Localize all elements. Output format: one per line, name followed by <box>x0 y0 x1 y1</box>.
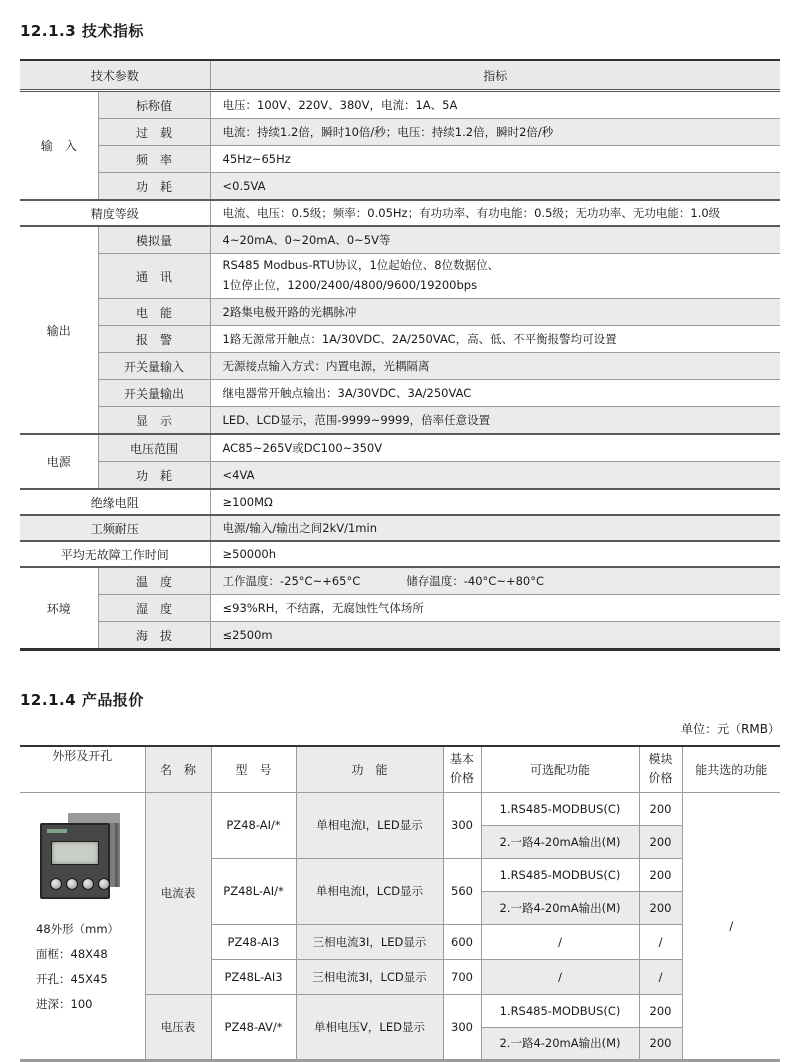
meter-lcd-screen <box>51 841 99 865</box>
spec-value: AC85~265V或DC100~350V <box>210 434 780 462</box>
spec-header-value: 指标 <box>210 60 780 91</box>
comm-line-2: 1位停止位，1200/2400/4800/9600/19200bps <box>222 278 478 292</box>
option-cell: / <box>481 959 639 994</box>
base-price-cell: 700 <box>443 959 481 994</box>
spec-label-mtbf: 平均无故障工作时间 <box>20 541 210 567</box>
spec-value: 1路无源常开触点：1A/30VDC、2A/250VAC，高、低、不平衡报警均可设置 <box>210 326 780 353</box>
option-cell: / <box>481 924 639 959</box>
model-cell: PZ48L-AI3 <box>211 959 296 994</box>
base-price-cell: 300 <box>443 994 481 1060</box>
group-cell-input: 输 入 <box>20 91 98 201</box>
spec-row-nominal <box>20 91 780 119</box>
price-header-row <box>20 746 780 792</box>
spec-label: 频 率 <box>98 146 210 173</box>
spec-label: 开关量输出 <box>98 380 210 407</box>
meter-front-panel <box>40 823 110 899</box>
spec-header-row <box>20 60 780 91</box>
module-price-cell: 200 <box>639 1027 682 1060</box>
spec-label: 通 讯 <box>98 254 210 299</box>
shape-info-line: 面框：48X48 <box>36 946 108 961</box>
spec-value: ≥100MΩ <box>210 489 780 515</box>
section-heading-pricing: 12.1.4 产品报价 <box>20 691 144 709</box>
option-cell: 1.RS485-MODBUS(C) <box>481 858 639 891</box>
base-price-line1: 基本 <box>449 752 474 767</box>
spec-row-analog <box>20 226 780 254</box>
model-cell: PZ48L-AI/* <box>211 858 296 924</box>
base-price-cell: 300 <box>443 792 481 858</box>
base-price-cell: 600 <box>443 924 481 959</box>
shared-functions-cell: / <box>682 792 780 1060</box>
col-header-shape: 外形及开孔 <box>20 746 145 792</box>
module-price-cell: 200 <box>639 858 682 891</box>
spec-row-display <box>20 407 780 435</box>
work-temperature: 工作温度：-25°C~+65°C <box>222 574 361 588</box>
spec-label: 功 耗 <box>98 462 210 490</box>
spec-row-voltage-range <box>20 434 780 462</box>
function-cell: 单相电流I，LCD显示 <box>296 858 443 924</box>
spec-value: 电流：持续1.2倍，瞬时10倍/秒；电压：持续1.2倍，瞬时2倍/秒 <box>210 119 780 146</box>
meter-brand-mark <box>47 829 67 833</box>
col-header-name: 名 称 <box>145 746 211 792</box>
spec-value: 无源接点输入方式：内置电源，光耦隔离 <box>210 353 780 380</box>
model-cell: PZ48-AI3 <box>211 924 296 959</box>
name-cell-current-meter: 电流表 <box>145 792 211 994</box>
spec-label: 过 载 <box>98 119 210 146</box>
shape-info <box>23 917 142 1017</box>
group-cell-power: 电源 <box>20 434 98 489</box>
col-header-base-price <box>443 746 481 792</box>
col-header-model: 型 号 <box>211 746 296 792</box>
spec-label: 温 度 <box>98 567 210 595</box>
section-heading-specs: 12.1.3 技术指标 <box>20 22 144 40</box>
col-header-optional: 可选配功能 <box>481 746 639 792</box>
group-cell-output: 输出 <box>20 226 98 434</box>
model-cell: PZ48-AI/* <box>211 792 296 858</box>
spec-row-altitude <box>20 622 780 650</box>
module-price-line2: 价格 <box>648 771 673 786</box>
spec-row-do <box>20 380 780 407</box>
option-cell: 1.RS485-MODBUS(C) <box>481 792 639 825</box>
spec-value: ≥50000h <box>210 541 780 567</box>
spec-header-param: 技术参数 <box>20 60 210 91</box>
spec-table <box>20 59 780 651</box>
function-cell: 单相电压V，LED显示 <box>296 994 443 1060</box>
spec-row-frequency <box>20 146 780 173</box>
spec-row-alarm <box>20 326 780 353</box>
spec-label: 海 拔 <box>98 622 210 650</box>
spec-label-insulation: 绝缘电阻 <box>20 489 210 515</box>
spec-value: LED、LCD显示，范围-9999~9999，倍率任意设置 <box>210 407 780 435</box>
spec-label: 电 能 <box>98 299 210 326</box>
spec-row-accuracy <box>20 200 780 226</box>
spec-value: <4VA <box>210 462 780 490</box>
spec-value: 继电器常开触点输出：3A/30VDC、3A/250VAC <box>210 380 780 407</box>
spec-value: 45Hz~65Hz <box>210 146 780 173</box>
spec-row-consumption-power <box>20 462 780 490</box>
spec-label-accuracy: 精度等级 <box>20 200 210 226</box>
spec-row-energy <box>20 299 780 326</box>
name-cell-voltage-meter: 电压表 <box>145 994 211 1060</box>
spec-row-humidity <box>20 595 780 622</box>
col-header-function: 功 能 <box>296 746 443 792</box>
price-table <box>20 745 780 1062</box>
module-price-cell: / <box>639 924 682 959</box>
spec-row-temperature <box>20 567 780 595</box>
spec-value: ≤93%RH，不结露，无腐蚀性气体场所 <box>210 595 780 622</box>
spec-value <box>210 567 780 595</box>
price-row <box>20 792 780 825</box>
shape-info-line: 进深：100 <box>36 996 93 1011</box>
spec-label: 报 警 <box>98 326 210 353</box>
spec-value: 电压：100V、220V、380V，电流：1A、5A <box>210 91 780 119</box>
base-price-cell: 560 <box>443 858 481 924</box>
spec-row-mtbf <box>20 541 780 567</box>
function-cell: 单相电流I，LED显示 <box>296 792 443 858</box>
spec-row-di <box>20 353 780 380</box>
col-header-shared: 能共选的功能 <box>682 746 780 792</box>
spec-value: ≤2500m <box>210 622 780 650</box>
spec-row-consumption-input <box>20 173 780 201</box>
meter-product-image <box>36 811 128 907</box>
storage-temperature: 储存温度：-40°C~+80°C <box>406 574 545 588</box>
spec-label: 显 示 <box>98 407 210 435</box>
spec-label: 模拟量 <box>98 226 210 254</box>
function-cell: 三相电流3I，LCD显示 <box>296 959 443 994</box>
spec-value <box>210 254 780 299</box>
spec-label: 功 耗 <box>98 173 210 201</box>
shape-info-line: 开孔：45X45 <box>36 971 108 986</box>
col-header-module-price <box>639 746 682 792</box>
function-cell: 三相电流3I，LED显示 <box>296 924 443 959</box>
spec-row-insulation <box>20 489 780 515</box>
comm-line-1: RS485 Modbus-RTU协议，1位起始位、8位数据位、 <box>222 258 500 273</box>
shape-and-cutout-cell <box>20 792 145 1060</box>
spec-row-communication <box>20 254 780 299</box>
module-price-cell: 200 <box>639 825 682 858</box>
spec-value: 2路集电极开路的光耦脉冲 <box>210 299 780 326</box>
module-price-cell: 200 <box>639 792 682 825</box>
option-cell: 2.一路4-20mA输出(M) <box>481 891 639 924</box>
spec-row-withstand <box>20 515 780 541</box>
module-price-cell: 200 <box>639 891 682 924</box>
spec-label: 电压范围 <box>98 434 210 462</box>
shape-info-line: 48外形（mm） <box>36 921 120 936</box>
module-price-cell: 200 <box>639 994 682 1027</box>
spec-value: 电流、电压：0.5级；频率：0.05Hz；有功功率、有功电能：0.5级；无功功率、无功电能：1.0级 <box>210 200 780 226</box>
spec-label: 标称值 <box>98 91 210 119</box>
module-price-line1: 模块 <box>648 752 673 767</box>
spec-label: 湿 度 <box>98 595 210 622</box>
model-cell: PZ48-AV/* <box>211 994 296 1060</box>
module-price-cell: / <box>639 959 682 994</box>
base-price-line2: 价格 <box>449 771 474 786</box>
option-cell: 2.一路4-20mA输出(M) <box>481 1027 639 1060</box>
option-cell: 2.一路4-20mA输出(M) <box>481 825 639 858</box>
spec-row-overload <box>20 119 780 146</box>
unit-note: 单位：元（RMB） <box>681 722 780 736</box>
spec-value: 电源/输入/输出之间2kV/1min <box>210 515 780 541</box>
spec-value: <0.5VA <box>210 173 780 201</box>
option-cell: 1.RS485-MODBUS(C) <box>481 994 639 1027</box>
group-cell-environment: 环境 <box>20 567 98 650</box>
spec-label-withstand: 工频耐压 <box>20 515 210 541</box>
meter-buttons <box>50 878 110 890</box>
spec-value: 4~20mA、0~20mA、0~5V等 <box>210 226 780 254</box>
spec-label: 开关量输入 <box>98 353 210 380</box>
